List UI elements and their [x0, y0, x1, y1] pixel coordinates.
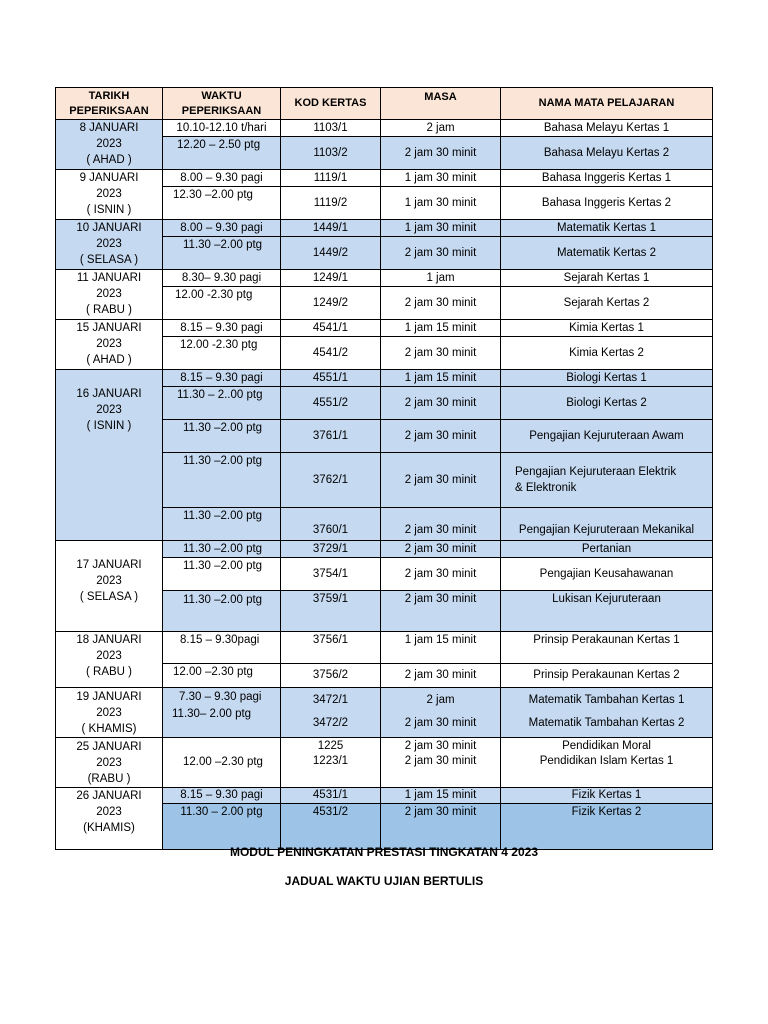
table-row	[56, 320, 713, 337]
duration-cell: 2 jam 30 minit	[381, 420, 501, 453]
table-row	[56, 541, 713, 558]
subject-cell: Pengajian Kejuruteraan Mekanikal	[501, 508, 713, 541]
subject-cell: Pengajian Kejuruteraan Awam	[501, 420, 713, 453]
time-cell: 8.00 – 9.30 pagi	[163, 170, 281, 187]
time-cell: 11.30 –2.00 ptg	[163, 420, 281, 453]
code-cell: 1103/1	[281, 120, 381, 137]
duration-cell: 2 jam 30 minit	[381, 237, 501, 270]
duration-cell: 2 jam 30 minit	[381, 508, 501, 541]
duration-cell: 2 jam 30 minit	[381, 664, 501, 688]
subject-cell: Sejarah Kertas 1	[501, 270, 713, 287]
duration-cell: 1 jam 15 minit	[381, 788, 501, 804]
duration-cell: 2 jam 2 jam 30 minit	[381, 688, 501, 738]
time-cell: 12.00 –2.30 ptg	[163, 664, 281, 688]
subject-cell: Bahasa Inggeris Kertas 2	[501, 187, 713, 220]
time-cell: 8.30– 9.30 pagi	[163, 270, 281, 287]
duration-cell: 2 jam 30 minit 2 jam 30 minit	[381, 738, 501, 788]
subject-cell: Kimia Kertas 2	[501, 337, 713, 370]
time-cell: 10.10-12.10 t/hari	[163, 120, 281, 137]
duration-cell: 2 jam	[381, 120, 501, 137]
time-cell: 11.30 –2.00 ptg	[163, 237, 281, 270]
duration-cell: 2 jam 30 minit	[381, 541, 501, 558]
subject-cell: Lukisan Kejuruteraan	[501, 591, 713, 632]
duration-cell: 2 jam 30 minit	[381, 387, 501, 420]
subject-cell: Pengajian Kejuruteraan Elektrik & Elektronik	[501, 453, 713, 508]
header-time: WAKTU PEPERIKSAAN	[163, 88, 281, 120]
code-cell: 1449/1	[281, 220, 381, 237]
header-date: TARIKH PEPERIKSAAN	[56, 88, 163, 120]
date-cell: 16 JANUARI 2023 ( ISNIN )	[56, 370, 163, 541]
code-cell: 1103/2	[281, 137, 381, 170]
code-cell: 3756/2	[281, 664, 381, 688]
duration-cell: 1 jam 15 minit	[381, 632, 501, 664]
code-cell: 3472/1 3472/2	[281, 688, 381, 738]
subject-cell: Sejarah Kertas 2	[501, 287, 713, 320]
duration-cell: 2 jam 30 minit	[381, 337, 501, 370]
duration-cell: 2 jam 30 minit	[381, 137, 501, 170]
duration-cell: 2 jam 30 minit	[381, 558, 501, 591]
header-duration: MASA	[381, 88, 501, 120]
table-row	[56, 688, 713, 738]
date-cell: 26 JANUARI 2023 (KHAMIS)	[56, 788, 163, 850]
time-cell: 11.30 –2.00 ptg	[163, 558, 281, 591]
duration-cell: 1 jam 30 minit	[381, 220, 501, 237]
date-cell: 15 JANUARI 2023 ( AHAD )	[56, 320, 163, 370]
duration-cell: 1 jam 15 minit	[381, 320, 501, 337]
table-row	[56, 632, 713, 664]
duration-cell: 2 jam 30 minit	[381, 453, 501, 508]
code-cell: 3760/1	[281, 508, 381, 541]
date-cell: 11 JANUARI 2023 ( RABU )	[56, 270, 163, 320]
subject-cell: Fizik Kertas 2	[501, 804, 713, 850]
time-cell: 8.00 – 9.30 pagi	[163, 220, 281, 237]
code-cell: 3754/1	[281, 558, 381, 591]
header-subject: NAMA MATA PELAJARAN	[501, 88, 713, 120]
duration-cell: 2 jam 30 minit	[381, 591, 501, 632]
subject-cell: Bahasa Melayu Kertas 1	[501, 120, 713, 137]
exam-schedule-table	[55, 87, 713, 850]
duration-cell: 1 jam 30 minit	[381, 170, 501, 187]
table-row	[56, 170, 713, 187]
code-cell: 1225 1223/1	[281, 738, 381, 788]
code-cell: 1449/2	[281, 237, 381, 270]
time-cell: 12.20 – 2.50 ptg	[163, 137, 281, 170]
time-cell: 11.30 – 2.00 ptg	[163, 804, 281, 850]
subject-cell: Matematik Tambahan Kertas 1 Matematik Tambahan Kertas 2	[501, 688, 713, 738]
subject-cell: Pertanian	[501, 541, 713, 558]
table-row	[56, 220, 713, 237]
subject-cell: Fizik Kertas 1	[501, 788, 713, 804]
time-cell: 11.30 – 2..00 ptg	[163, 387, 281, 420]
table-row	[56, 370, 713, 387]
time-cell: 11.30 –2.00 ptg	[163, 453, 281, 508]
subject-cell: Biologi Kertas 2	[501, 387, 713, 420]
subject-cell: Matematik Kertas 1	[501, 220, 713, 237]
code-cell: 3761/1	[281, 420, 381, 453]
subject-cell: Kimia Kertas 1	[501, 320, 713, 337]
time-cell: 8.15 – 9.30 pagi	[163, 370, 281, 387]
time-cell: 11.30 –2.00 ptg	[163, 541, 281, 558]
subject-cell: Prinsip Perakaunan Kertas 2	[501, 664, 713, 688]
header-row	[56, 88, 713, 120]
date-cell: 25 JANUARI 2023 (RABU )	[56, 738, 163, 788]
footer-title-module: MODUL PENINGKATAN PRESTASI TINGKATAN 4 2023	[229, 845, 539, 859]
date-cell: 8 JANUARI 2023 ( AHAD )	[56, 120, 163, 170]
footer-title-schedule: JADUAL WAKTU UJIAN BERTULIS	[284, 874, 484, 888]
time-cell: 12.00 –2.30 ptg	[163, 738, 281, 788]
time-cell: 12.00 -2.30 ptg	[163, 287, 281, 320]
table-row	[56, 270, 713, 287]
code-cell: 3756/1	[281, 632, 381, 664]
code-cell: 3762/1	[281, 453, 381, 508]
code-cell: 4541/1	[281, 320, 381, 337]
time-cell: 12.30 –2.00 ptg	[163, 187, 281, 220]
subject-cell: Bahasa Melayu Kertas 2	[501, 137, 713, 170]
time-cell: 7.30 – 9.30 pagi 11.30– 2.00 ptg	[163, 688, 281, 738]
subject-cell: Biologi Kertas 1	[501, 370, 713, 387]
subject-cell: Pendidikan Moral Pendidikan Islam Kertas 1	[501, 738, 713, 788]
time-cell: 8.15 – 9.30 pagi	[163, 320, 281, 337]
code-cell: 4531/2	[281, 804, 381, 850]
code-cell: 4551/2	[281, 387, 381, 420]
duration-cell: 1 jam 30 minit	[381, 187, 501, 220]
time-cell: 11.30 –2.00 ptg	[163, 591, 281, 632]
code-cell: 1119/2	[281, 187, 381, 220]
code-cell: 1119/1	[281, 170, 381, 187]
date-cell: 19 JANUARI 2023 ( KHAMIS)	[56, 688, 163, 738]
table-row	[56, 120, 713, 137]
duration-cell: 1 jam 15 minit	[381, 370, 501, 387]
duration-cell: 2 jam 30 minit	[381, 287, 501, 320]
duration-cell: 2 jam 30 minit	[381, 804, 501, 850]
code-cell: 3759/1	[281, 591, 381, 632]
date-cell: 17 JANUARI 2023 ( SELASA )	[56, 541, 163, 632]
table-row	[56, 738, 713, 788]
duration-cell: 1 jam	[381, 270, 501, 287]
subject-cell: Matematik Kertas 2	[501, 237, 713, 270]
code-cell: 1249/2	[281, 287, 381, 320]
subject-cell: Bahasa Inggeris Kertas 1	[501, 170, 713, 187]
subject-cell: Pengajian Keusahawanan	[501, 558, 713, 591]
time-cell: 8.15 – 9.30pagi	[163, 632, 281, 664]
code-cell: 4531/1	[281, 788, 381, 804]
subject-cell: Prinsip Perakaunan Kertas 1	[501, 632, 713, 664]
code-cell: 1249/1	[281, 270, 381, 287]
code-cell: 3729/1	[281, 541, 381, 558]
code-cell: 4551/1	[281, 370, 381, 387]
date-cell: 10 JANUARI 2023 ( SELASA )	[56, 220, 163, 270]
table-row	[56, 788, 713, 804]
date-cell: 18 JANUARI 2023 ( RABU )	[56, 632, 163, 688]
code-cell: 4541/2	[281, 337, 381, 370]
header-code: KOD KERTAS	[281, 88, 381, 120]
time-cell: 8.15 – 9.30 pagi	[163, 788, 281, 804]
date-cell: 9 JANUARI 2023 ( ISNIN )	[56, 170, 163, 220]
time-cell: 12.00 -2.30 ptg	[163, 337, 281, 370]
time-cell: 11.30 –2.00 ptg	[163, 508, 281, 541]
